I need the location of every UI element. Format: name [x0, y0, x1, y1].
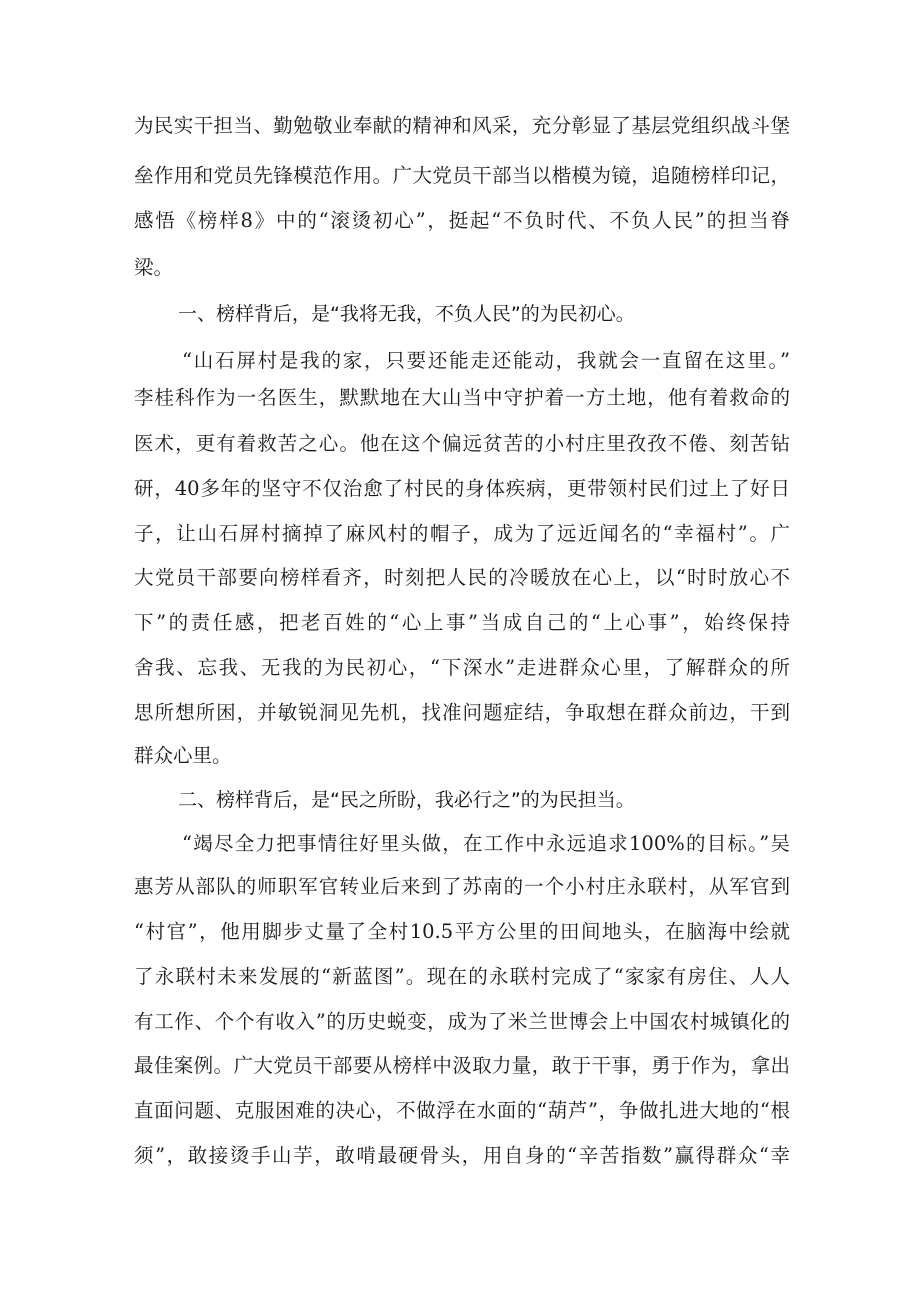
intro-line-2: 垒作用和党员先锋模范作用。广大党员干部当以楷模为镜，追随榜样印记， — [134, 164, 790, 187]
section-1-line-6: 大党员干部要向榜样看齐，时刻把人民的冷暖放在心上，以“时时放心不 — [134, 566, 790, 589]
section-1-line-4: 研，40多年的坚守不仅治愈了村民的身体疾病，更带领村民们过上了好日 — [134, 477, 790, 500]
section-2-line-7: 直面问题、克服困难的决心，不做浮在水面的“葫芦”，争做扎进大地的“根 — [134, 1099, 790, 1122]
section-2-line-5: 有工作、个个有收入”的历史蜕变，成为了米兰世博会上中国农村城镇化的 — [134, 1010, 790, 1033]
section-1-line-5: 子，让山石屏村摘掉了麻风村的帽子，成为了远近闻名的“幸福村”。广 — [134, 522, 790, 545]
section-2-line-3: “村官”，他用脚步丈量了全村10.5平方公里的田间地头，在脑海中绘就 — [134, 920, 790, 943]
section-1-line-2: 李桂科作为一名医生，默默地在大山当中守护着一方土地，他有着救命的 — [134, 386, 790, 409]
section-1-line-1: “山石屏村是我的家，只要还能走还能动，我就会一直留在这里。” — [182, 349, 790, 372]
intro-line-1: 为民实干担当、勤勉敬业奉献的精神和风采，充分彰显了基层党组织战斗堡 — [134, 114, 790, 137]
section-2-line-2: 惠芳从部队的师职军官转业后来到了苏南的一个小村庄永联村，从军官到 — [134, 875, 790, 898]
section-2-heading: 二、榜样背后，是“民之所盼，我必行之”的为民担当。 — [178, 789, 635, 811]
section-2-line-8: 须”，敢接烫手山芋，敢啃最硬骨头，用自身的“辛苦指数”赢得群众“幸 — [134, 1144, 790, 1167]
section-2-line-1: “竭尽全力把事情往好里头做，在工作中永远追求100%的目标。”吴 — [182, 832, 790, 855]
section-1-line-3: 医术，更有着救苦之心。他在这个偏远贫苦的小村庄里孜孜不倦、刻苦钻 — [134, 432, 790, 455]
section-2-line-6: 最佳案例。广大党员干部要从榜样中汲取力量，敢于干事，勇于作为，拿出 — [134, 1054, 790, 1077]
section-1-line-8: 舍我、忘我、无我的为民初心，“下深水”走进群众心里，了解群众的所 — [134, 656, 790, 679]
intro-line-4: 梁。 — [134, 256, 174, 279]
section-2-line-4: 了永联村未来发展的“新蓝图”。现在的永联村完成了“家家有房住、人人 — [134, 965, 790, 988]
intro-line-3: 感悟《榜样8》中的“滚烫初心”，挺起“不负时代、不负人民”的担当脊 — [134, 209, 790, 232]
section-1-heading: 一、榜样背后，是“我将无我，不负人民”的为民初心。 — [178, 303, 635, 325]
section-1-line-10: 群众心里。 — [134, 744, 232, 767]
section-1-line-7: 下”的责任感，把老百姓的“心上事”当成自己的“上心事”，始终保持 — [134, 611, 790, 634]
section-1-line-9: 思所想所困，并敏锐洞见先机，找准问题症结，争取想在群众前边，干到 — [134, 701, 790, 724]
